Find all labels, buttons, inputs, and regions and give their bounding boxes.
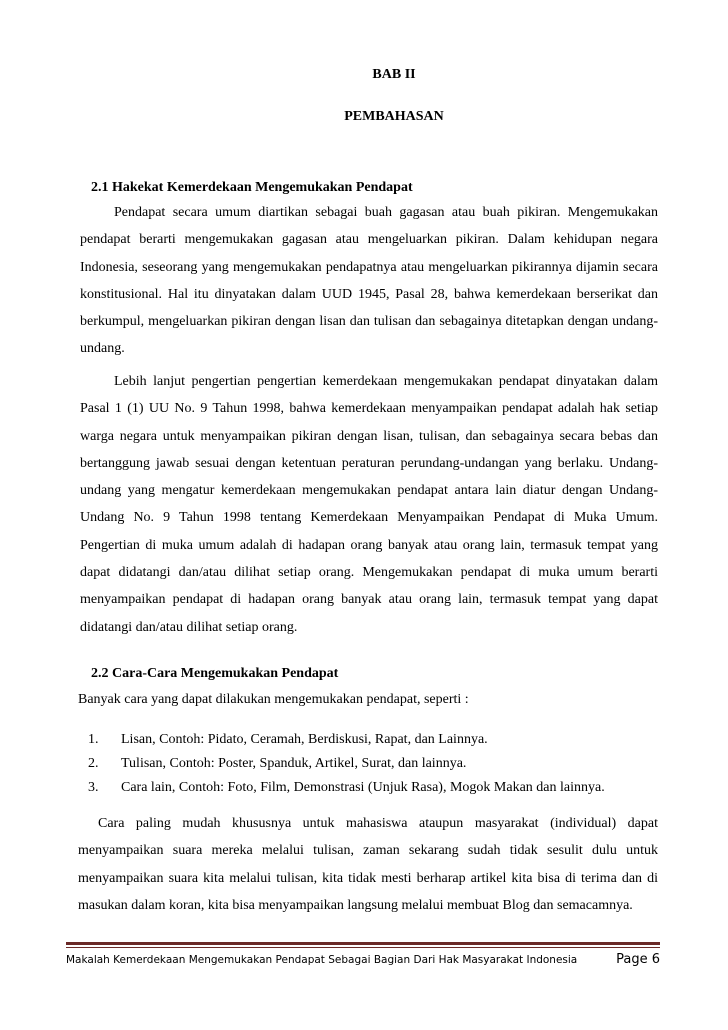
footer-document-title: Makalah Kemerdekaan Mengemukakan Pendapat Sebagai Bagian Dari Hak Masyarakat Indonesia	[66, 954, 578, 966]
chapter-number: BAB II	[372, 67, 416, 82]
footer-divider-thick	[66, 942, 660, 945]
list-item	[88, 778, 668, 802]
list-item-text: Cara lain, Contoh: Foto, Film, Demonstrasi (Unjuk Rasa), Mogok Makan dan lainnya.	[121, 780, 605, 795]
paragraph-pendapat-definition: Pendapat secara umum diartikan sebagai buah gagasan atau buah pikiran. Mengemukakan pendapat berarti mengemukakan gagasan atau mengeluarkan pikiran. Dalam kehidupan negara Indonesia, seseorang yang mengemukakan pendapatnya atau mengeluarkan pikirannya dijamin secara konstitusional. Hal itu dinyatakan dalam UUD 1945, Pasal 28, bahwa kemerdekaan berserikat dan berkumpul, mengeluarkan pikiran dengan lisan dan tulisan dan sebagainya ditetapkan dengan undang-undang.	[80, 205, 658, 357]
list-item-text: Tulisan, Contoh: Poster, Spanduk, Artikel, Surat, dan lainnya.	[121, 756, 467, 771]
methods-list	[88, 730, 668, 802]
section-heading-2-1: 2.1 Hakekat Kemerdekaan Mengemukakan Pendapat	[91, 180, 413, 195]
chapter-title: PEMBAHASAN	[344, 109, 444, 124]
list-item-number: 3.	[88, 780, 99, 795]
list-item-text: Lisan, Contoh: Pidato, Ceramah, Berdiskusi, Rapat, dan Lainnya.	[121, 732, 488, 747]
paragraph-uu-no-9: Lebih lanjut pengertian pengertian kemerdekaan mengemukakan pendapat dinyatakan dalam Pasal 1 (1) UU No. 9 Tahun 1998, bahwa kemerdekaan menyampaikan pendapat adalah hak setiap warga negara untuk menyampaikan pikiran dengan lisan, tulisan, dan sebagainya secara bebas dan bertanggung jawab sesuai dengan ketentuan peraturan perundang-undangan yang berlaku. Undang-undang yang mengatur kemerdekaan mengemukakan pendapat antara lain diatur dengan Undang-Undang No. 9 Tahun 1998 tentang Kemerdekaan Menyampaikan Pendapat di Muka Umum. Pengertian di muka umum adalah di hadapan orang banyak atau orang lain, termasuk tempat yang dapat didatangi dan/atau dilihat setiap orang. Mengemukakan pendapat di muka umum berarti menyampaikan pendapat di hadapan orang banyak atau orang lain, termasuk tempat yang dapat didatangi dan/atau dilihat setiap orang.	[80, 374, 658, 635]
list-item-number: 2.	[88, 756, 99, 771]
section-heading-2-2: 2.2 Cara-Cara Mengemukakan Pendapat	[91, 666, 339, 681]
paragraph-list-intro: Banyak cara yang dapat dilakukan mengemukakan pendapat, seperti :	[78, 692, 469, 707]
footer-divider-thin	[66, 947, 660, 948]
footer-page-number: Page 6	[616, 952, 660, 967]
paragraph-blog-advice: Cara paling mudah khususnya untuk mahasiswa ataupun masyarakat (individual) dapat menyampaikan suara mereka melalui tulisan, zaman sekarang sudah tidak sesulit dulu untuk menyampaikan suara kita melalui tulisan, kita tidak mesti berharap artikel kita bisa di terima dan di masukan dalam koran, kita bisa menyampaikan langsung melalui membuat Blog dan semacamnya.	[78, 816, 658, 913]
list-item	[88, 730, 668, 754]
list-item-number: 1.	[88, 732, 99, 747]
list-item	[88, 754, 668, 778]
